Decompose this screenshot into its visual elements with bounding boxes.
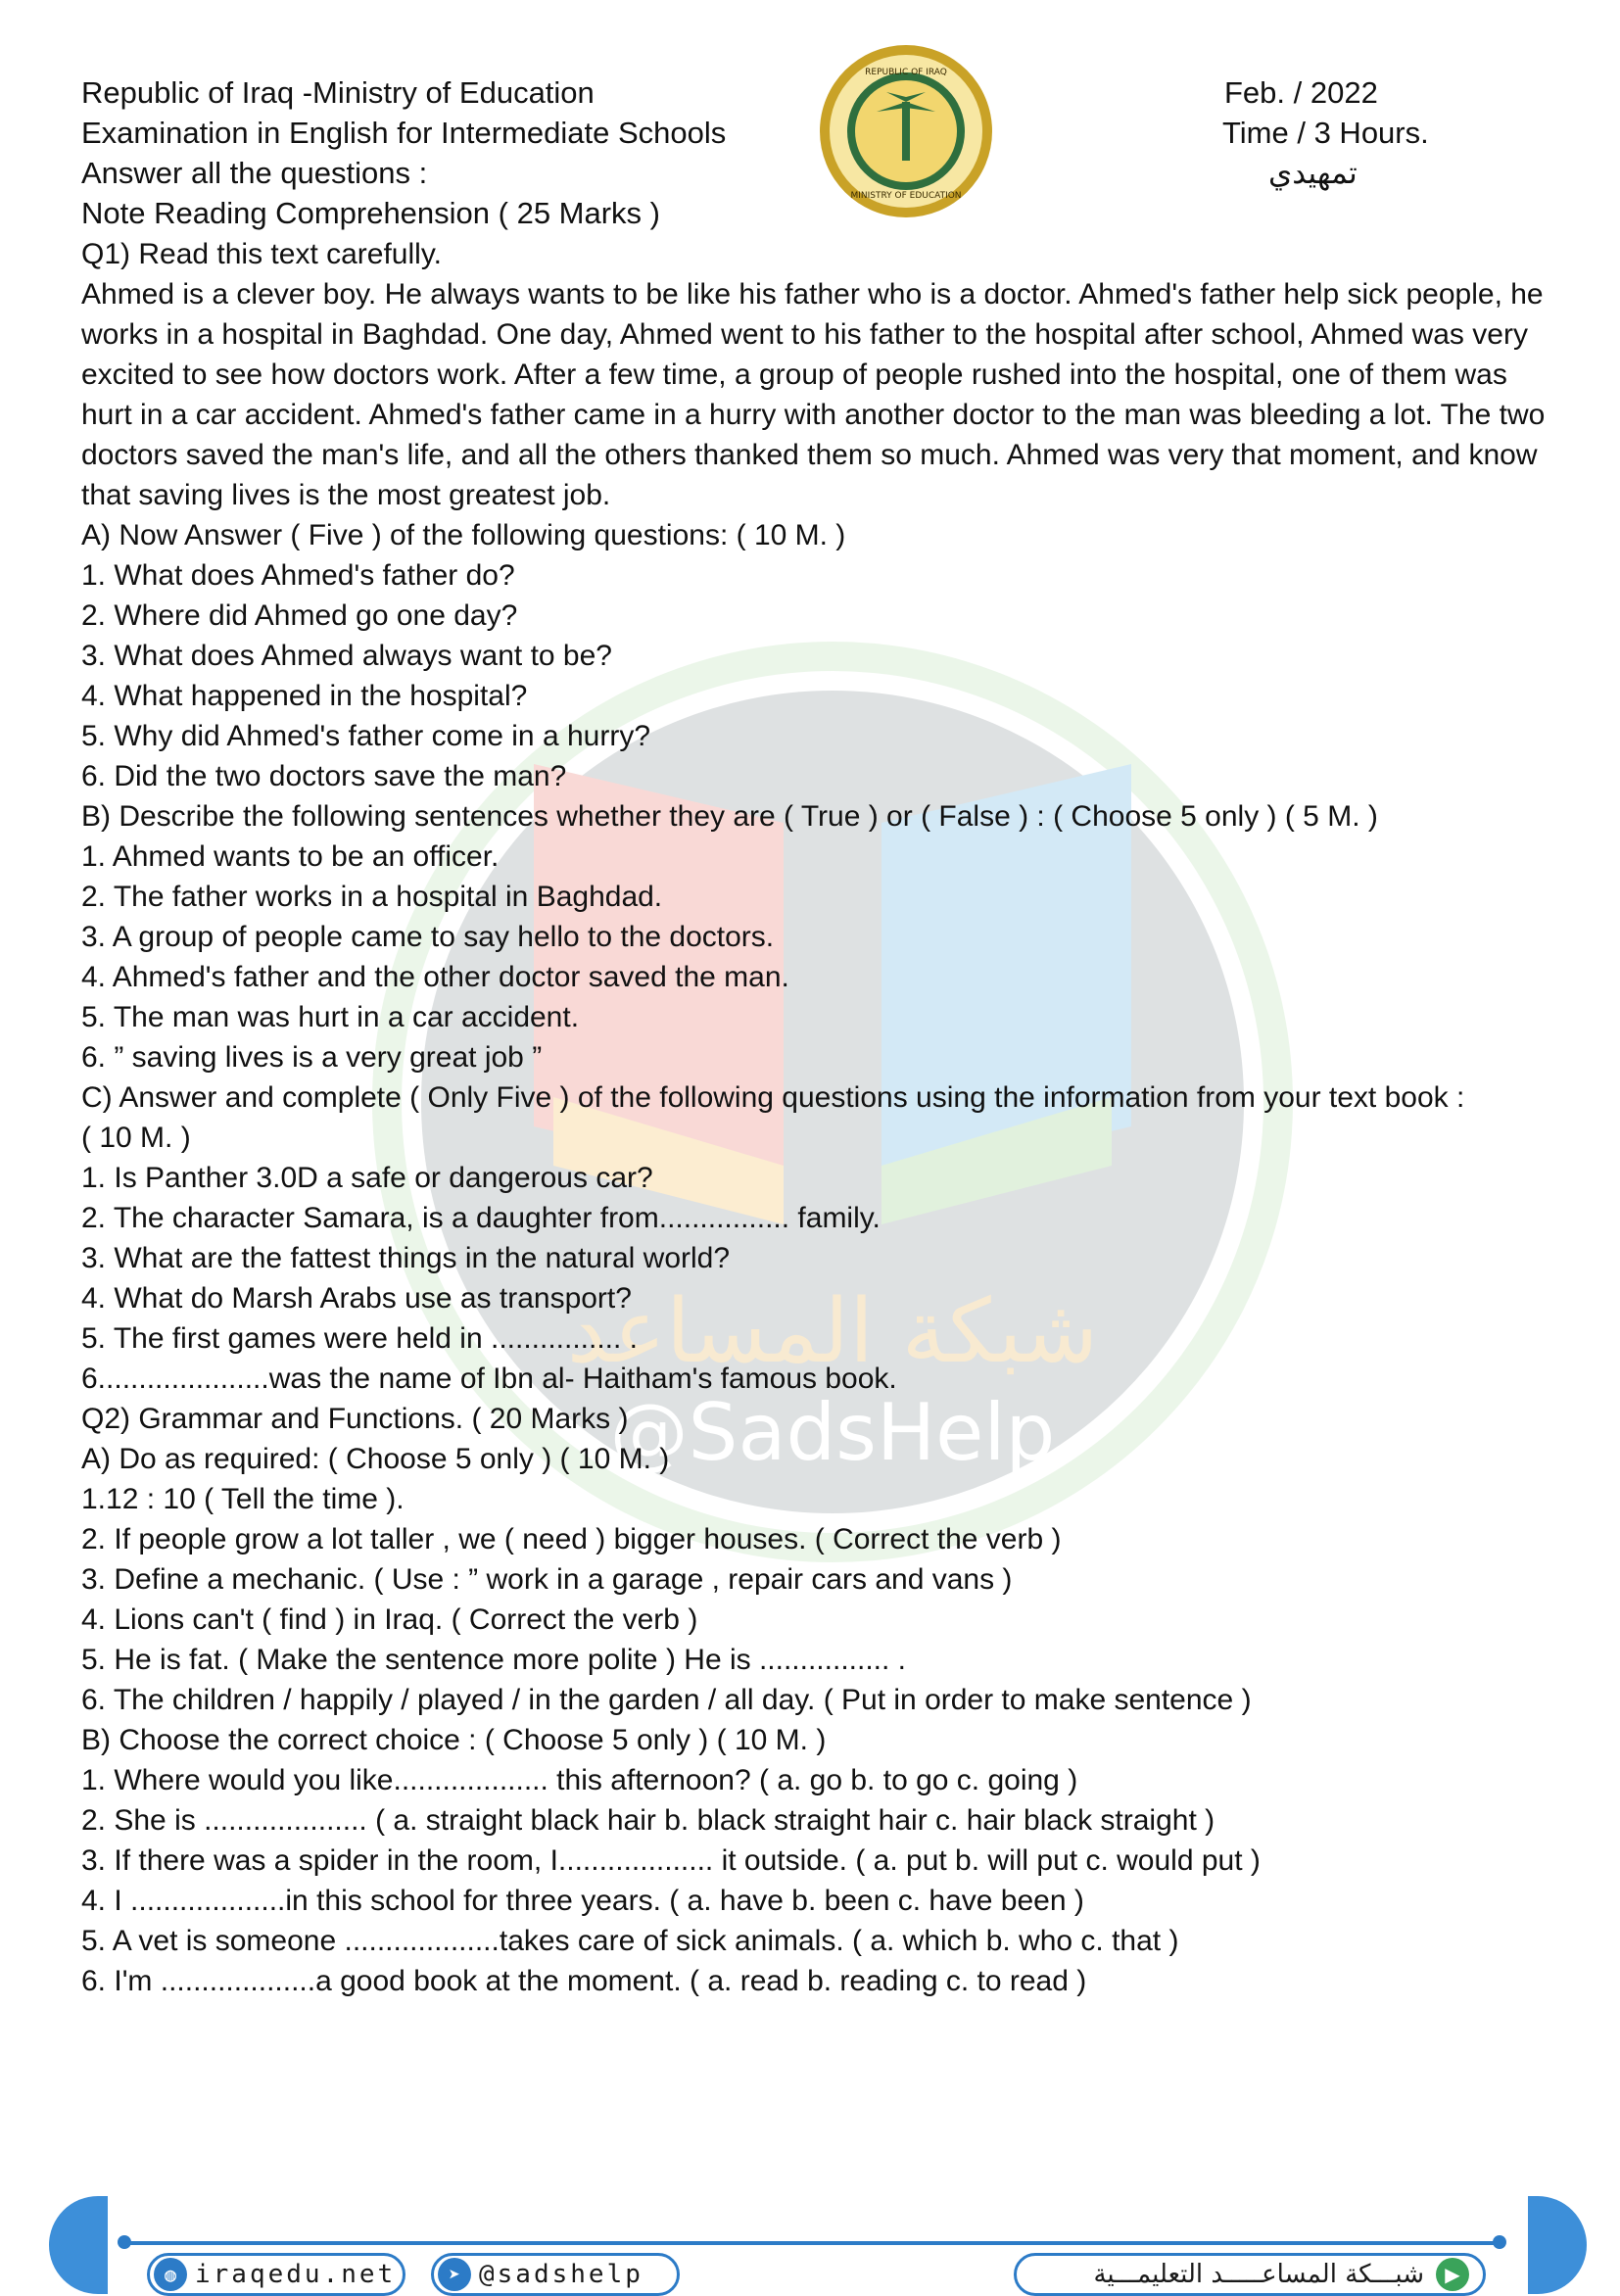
text-line: 1.12 : 10 ( Tell the time ). (81, 1483, 405, 1515)
footer-right-tab (1528, 2196, 1587, 2294)
header-section-note: Note Reading Comprehension ( 25 Marks ) (81, 196, 660, 230)
footer-dot-right (1493, 2235, 1506, 2249)
text-line: 5. The man was hurt in a car accident. (81, 1001, 580, 1033)
text-line: 2. Where did Ahmed go one day? (81, 599, 518, 632)
page-footer (0, 2184, 1620, 2291)
text-line: 3. What are the fattest things in the natural world? (81, 1242, 731, 1274)
watermark-handle: @SadsHelp (609, 1387, 1056, 1478)
footer-left-tab (49, 2196, 108, 2294)
text-line: Q2) Grammar and Functions. ( 20 Marks ) (81, 1403, 629, 1435)
header-exam-title: Examination in English for Intermediate Schools (81, 116, 727, 150)
footer-rule (122, 2241, 1499, 2245)
text-line: 5. He is fat. ( Make the sentence more polite ) He is ................ . (81, 1644, 906, 1676)
text-line: 1. What does Ahmed's father do? (81, 559, 515, 592)
text-line: 5. A vet is someone ...................takes care of sick animals. ( a. which b. who c. that ) (81, 1925, 1179, 1957)
site-link[interactable] (147, 2253, 405, 2296)
play-icon: ▶ (1436, 2258, 1469, 2291)
text-line: 1. Ahmed wants to be an officer. (81, 840, 500, 873)
text-line: 4. Lions can't ( find ) in Iraq. ( Correct the verb ) (81, 1603, 698, 1636)
text-line: B) Describe the following sentences whether they are ( True ) or ( False ) : ( Choose 5 only ) ( 5 M. ) (81, 800, 1378, 833)
telegram-icon: ➤ (438, 2258, 471, 2291)
network-badge[interactable] (1014, 2253, 1486, 2296)
text-line: 3. Define a mechanic. ( Use : ” work in a garage , repair cars and vans ) (81, 1563, 1013, 1596)
seal-text-bottom: MINISTRY OF EDUCATION (850, 191, 962, 201)
text-line: 4. What happened in the hospital? (81, 680, 528, 712)
text-line: 6.....................was the name of Ibn al- Haitham's famous book. (81, 1363, 897, 1395)
text-line: Q1) Read this text carefully. (81, 238, 442, 270)
text-line: 4. What do Marsh Arabs use as transport? (81, 1282, 632, 1315)
text-line: 2. The father works in a hospital in Baghdad. (81, 881, 663, 913)
text-line: 5. Why did Ahmed's father come in a hurry? (81, 720, 651, 752)
text-line: 6. Did the two doctors save the man? (81, 760, 567, 792)
text-line: 4. I ...................in this school for three years. ( a. have b. been c. have been ) (81, 1885, 1084, 1917)
telegram-link[interactable] (431, 2253, 680, 2296)
exam-body (81, 234, 1555, 2001)
ministry-seal-icon (818, 43, 994, 219)
text-line: 3. If there was a spider in the room, I................... it outside. ( a. put b. will put c. would put ) (81, 1844, 1261, 1877)
text-line: ( 10 M. ) (81, 1122, 191, 1154)
footer-dot-left (118, 2235, 131, 2249)
exam-date: Feb. / 2022 (1224, 75, 1378, 110)
exam-stage: تمهيدي (1268, 156, 1358, 190)
text-line: C) Answer and complete ( Only Five ) of the following questions using the information from your text book : (81, 1081, 1465, 1114)
seal-text-top: REPUBLIC OF IRAQ (865, 68, 947, 77)
text-line: 3. What does Ahmed always want to be? (81, 640, 612, 672)
text-line: 6. The children / happily / played / in the garden / all day. ( Put in order to make sentence ) (81, 1684, 1252, 1716)
header-ministry: Republic of Iraq -Ministry of Education (81, 75, 595, 110)
text-line: 5. The first games were held in ................ . (81, 1322, 639, 1355)
reading-passage: Ahmed is a clever boy. He always wants to be like his father who is a doctor. Ahmed's father help sick people, he works in a hospital in Baghdad. One day, Ahmed went to his father to the hospital after school, Ahmed was very excited to see how doctors work. After a few time, a group of people rushed into the hospital, one of them was hurt in a car accident. Ahmed's father came in a hurry with another doctor to the man was bleeding a lot. The two doctors saved the man's life, and all the others thanked them so much. Ahmed was very that moment, and know that saving lives is the most greatest job. (81, 278, 1546, 511)
text-line: 1. Where would you like................... this afternoon? ( a. go b. to go c. going ) (81, 1764, 1078, 1796)
text-line: 3. A group of people came to say hello to the doctors. (81, 921, 775, 953)
text-line: 6. I'm ...................a good book at the moment. ( a. read b. reading c. to read ) (81, 1965, 1087, 1997)
text-line: 4. Ahmed's father and the other doctor saved the man. (81, 961, 789, 993)
text-line: B) Choose the correct choice : ( Choose 5 only ) ( 10 M. ) (81, 1724, 827, 1756)
exam-header (81, 68, 1541, 230)
text-line: 2. The character Samara, is a daughter from................ family. (81, 1202, 881, 1234)
exam-duration: Time / 3 Hours. (1222, 116, 1429, 150)
text-line: A) Do as required: ( Choose 5 only ) ( 10 M. ) (81, 1443, 670, 1475)
text-line: 2. If people grow a lot taller , we ( need ) bigger houses. ( Correct the verb ) (81, 1523, 1062, 1555)
telegram-text: @sadshelp (479, 2260, 643, 2289)
network-name: شبـــكة المساعـــــد التعليمـــية (1093, 2260, 1424, 2289)
site-text: iraqedu.net (195, 2260, 397, 2289)
header-instructions: Answer all the questions : (81, 156, 428, 190)
watermark-arabic: شبكة المساعد (566, 1280, 1099, 1383)
text-line: 1. Is Panther 3.0D a safe or dangerous car? (81, 1162, 653, 1194)
globe-icon: ◍ (154, 2258, 187, 2291)
text-line: 6. ” saving lives is a very great job ” (81, 1041, 543, 1074)
text-line: 2. She is .................... ( a. straight black hair b. black straight hair c. hair black straight ) (81, 1804, 1215, 1837)
text-line: A) Now Answer ( Five ) of the following questions: ( 10 M. ) (81, 519, 846, 551)
